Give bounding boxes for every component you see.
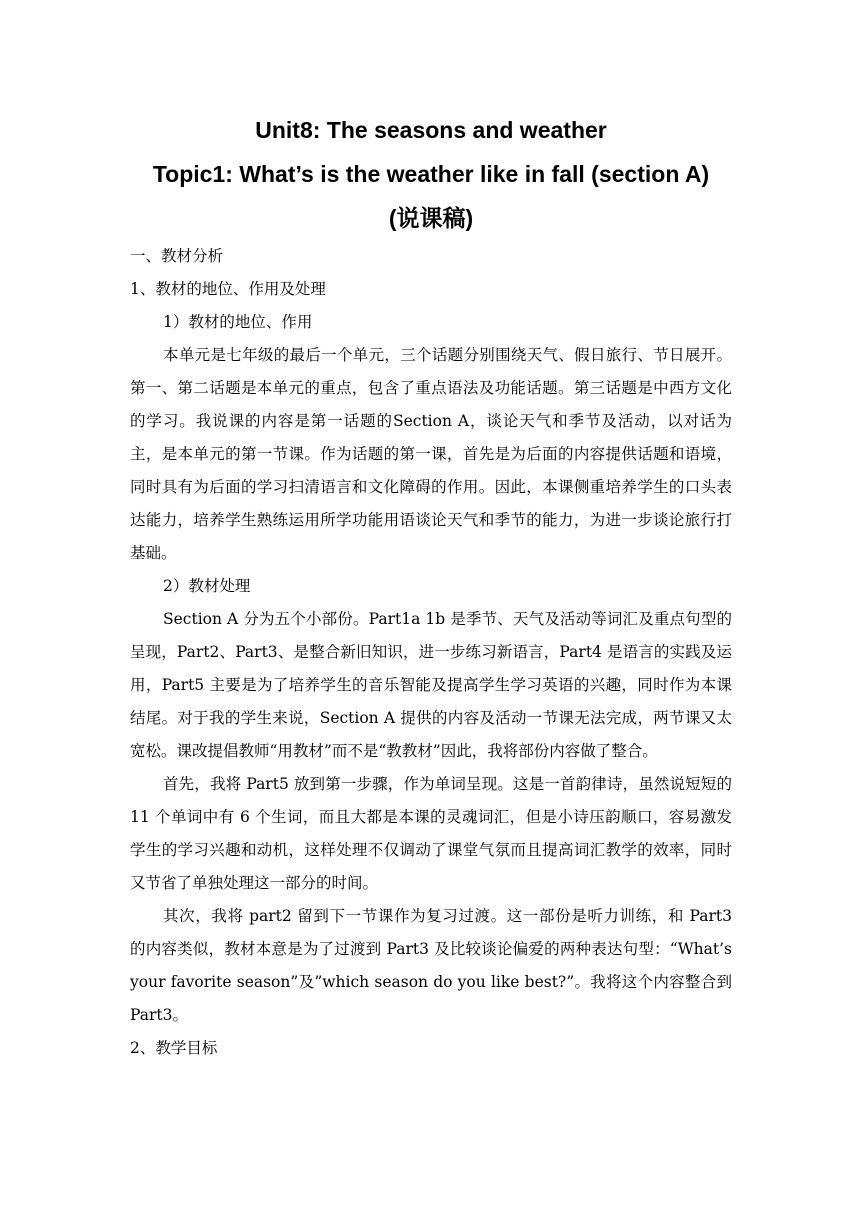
subsection-heading-position: 1）教材的地位、作用 [163, 313, 313, 331]
paragraph-second-step: 其次，我将 part2 留到下一节课作为复习过渡。这一部份是听力训练，和 Part3 的内容类似，教材本意是为了过渡到 Part3 及比较谈论偏爱的两种表达句型：“What’s your favorite season”及”which season do you like best?”。我将这个内容整合到 Part3。 [130, 907, 732, 1024]
paragraph-unit-overview: 本单元是七年级的最后一个单元，三个话题分别围绕天气、假日旅行、节日展开。第一、第二话题是本单元的重点，包含了重点语法及功能话题。第三话题是中西方文化的学习。我说课的内容是第一话题的Section A，谈论天气和季节及活动，以对话为主，是本单元的第一节课。作为话题的第一课，首先是为后面的内容提供话题和语境，同时具有为后面的学习扫清语言和文化障碍的作用。因此，本课侧重培养学生的口头表达能力，培养学生熟练运用所学功能用语谈论天气和季节的能力，为进一步谈论旅行打基础。 [130, 346, 732, 562]
section-heading-textbook-analysis: 一、教材分析 [130, 247, 224, 265]
subsection-heading-teaching-goals: 2、教学目标 [130, 1039, 218, 1057]
subsection-heading-processing: 2）教材处理 [163, 577, 251, 595]
paragraph-first-step: 首先，我将 Part5 放到第一步骤，作为单词呈现。这是一首韵律诗，虽然说短短的 11 个单词中有 6 个生词，而且大都是本课的灵魂词汇，但是小诗压韵顺口，容易激发学生的学习兴趣和动机，这样处理不仅调动了课堂气氛而且提高词汇教学的效率，同时又节省了单独处理这一部分的时间。 [130, 775, 732, 892]
document-type-title: (说课稿) [388, 205, 474, 231]
topic-title: Topic1: What’s is the weather like in fall (section A) [152, 161, 710, 187]
subsection-heading-position-role: 1、教材的地位、作用及处理 [130, 280, 326, 298]
paragraph-section-a-parts: Section A 分为五个小部份。Part1a 1b 是季节、天气及活动等词汇及重点句型的呈现，Part2、Part3、是整合新旧知识，进一步练习新语言，Part4 是语言的实践及运用，Part5 主要是为了培养学生的音乐智能及提高学生学习英语的兴趣，同时作为本课结尾。对于我的学生来说，Section A 提供的内容及活动一节课无法完成，两节课又太宽松。课改提倡教师“用教材”而不是“教教材”因此，我将部份内容做了整合。 [130, 610, 732, 760]
unit-title: Unit8: The seasons and weather [255, 117, 607, 143]
document-page [130, 108, 732, 1065]
